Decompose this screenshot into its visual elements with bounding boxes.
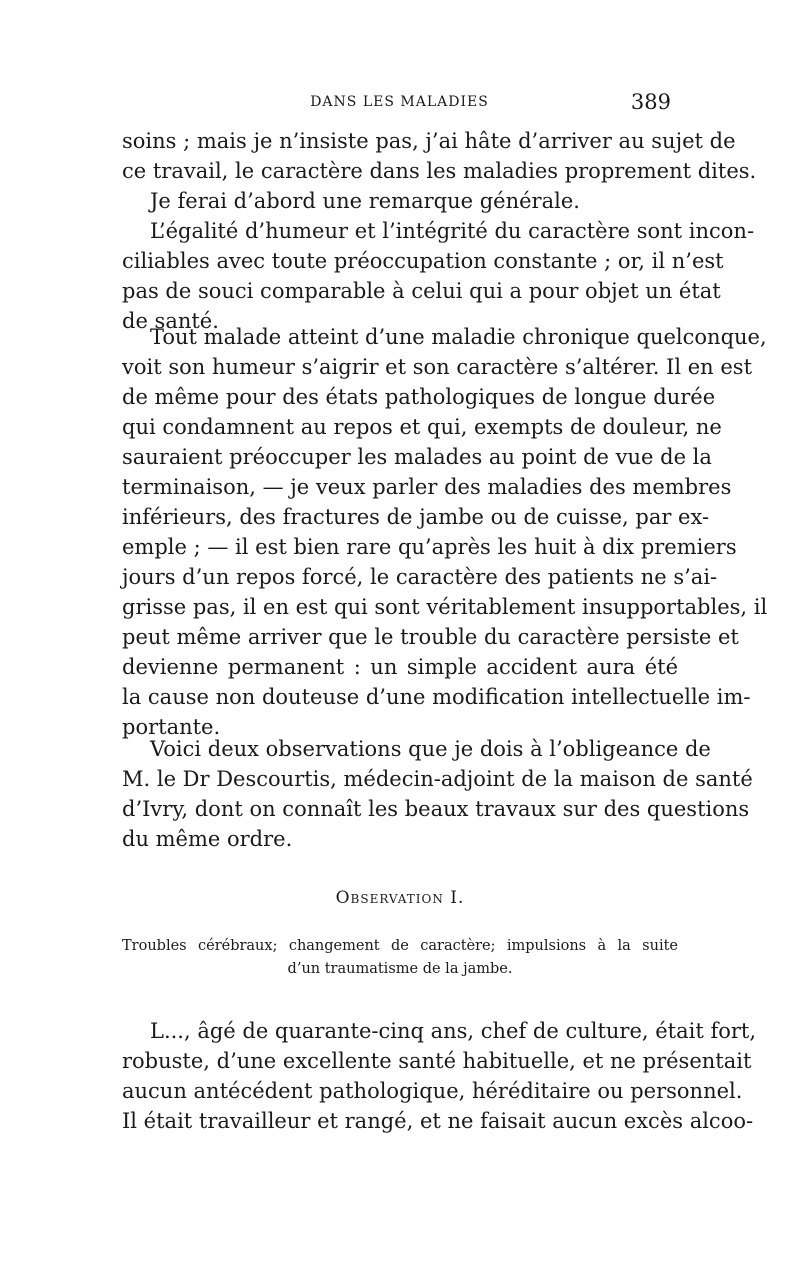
- text-line: soins ; mais je n’insiste pas, j’ai hâte d’arriver au sujet de: [122, 129, 736, 153]
- text-line: Je ferai d’abord une remarque générale.: [150, 189, 580, 213]
- observation-title: Observation I.: [335, 888, 465, 908]
- text-line: portante.: [122, 715, 221, 739]
- text-line: L’égalité d’humeur et l’intégrité du caractère sont incon-: [150, 219, 755, 243]
- text-line: ciliables avec toute préoccupation constante ; or, il n’est: [122, 249, 724, 273]
- text-line: robuste, d’une excellente santé habituelle, et ne présentait: [122, 1049, 752, 1073]
- text-line: peut même arriver que le trouble du caractère persiste et: [122, 625, 739, 649]
- text-line: inférieurs, des fractures de jambe ou de cuisse, par ex-: [122, 505, 710, 529]
- text-line: pas de souci comparable à celui qui a pour objet un état: [122, 279, 721, 303]
- text-line: Tout malade atteint d’une maladie chronique quelconque,: [150, 325, 767, 349]
- text-line: Il était travailleur et rangé, et ne faisait aucun excès alcoo-: [122, 1109, 754, 1133]
- text-line: grisse pas, il en est qui sont véritablement insupportables, il: [122, 595, 768, 619]
- paragraph-3: [122, 216, 755, 336]
- running-head-title: DANS LES MALADIES: [310, 94, 489, 110]
- paragraph-2: [122, 186, 678, 216]
- paragraph-4: [122, 322, 768, 742]
- text-line: aucun antécédent pathologique, héréditaire ou personnel.: [122, 1079, 743, 1103]
- page-number: 389: [630, 90, 671, 114]
- text-line: d’Ivry, dont on connaît les beaux travaux sur des questions: [122, 797, 750, 821]
- paragraph-6: [122, 1016, 757, 1136]
- paragraph-1: [122, 126, 757, 186]
- text-line: du même ordre.: [122, 827, 293, 851]
- text-line: qui condamnent au repos et qui, exempts de douleur, ne: [122, 415, 722, 439]
- observation-subtitle: [122, 935, 678, 981]
- subtitle-line: d’un traumatisme de la jambe.: [287, 961, 513, 977]
- text-line: jours d’un repos forcé, le caractère des patients ne s’ai-: [122, 565, 718, 589]
- text-line: Voici deux observations que je dois à l’obligeance de: [150, 737, 711, 761]
- text-line: terminaison, — je veux parler des maladies des membres: [122, 475, 732, 499]
- text-line: sauraient préoccuper les malades au point de vue de la: [122, 445, 712, 469]
- running-header: [122, 90, 677, 120]
- subtitle-line: Troubles cérébraux; changement de caractère; impulsions à la suite: [122, 938, 678, 954]
- text-line: M. le Dr Descourtis, médecin-adjoint de la maison de santé: [122, 767, 753, 791]
- text-line: L..., âgé de quarante-cinq ans, chef de culture, était fort,: [150, 1019, 757, 1043]
- text-line: ce travail, le caractère dans les maladies proprement dites.: [122, 159, 757, 183]
- text-line: la cause non douteuse d’une modification intellectuelle im-: [122, 685, 751, 709]
- text-line: voit son humeur s’aigrir et son caractère s’altérer. Il en est: [122, 355, 753, 379]
- text-line: de même pour des états pathologiques de longue durée: [122, 385, 716, 409]
- text-line: emple ; — il est bien rare qu’après les huit à dix premiers: [122, 535, 737, 559]
- text-line: devienne permanent : un simple accident aura été: [122, 655, 678, 679]
- paragraph-5: [122, 734, 753, 854]
- text-line: de santé.: [122, 309, 219, 333]
